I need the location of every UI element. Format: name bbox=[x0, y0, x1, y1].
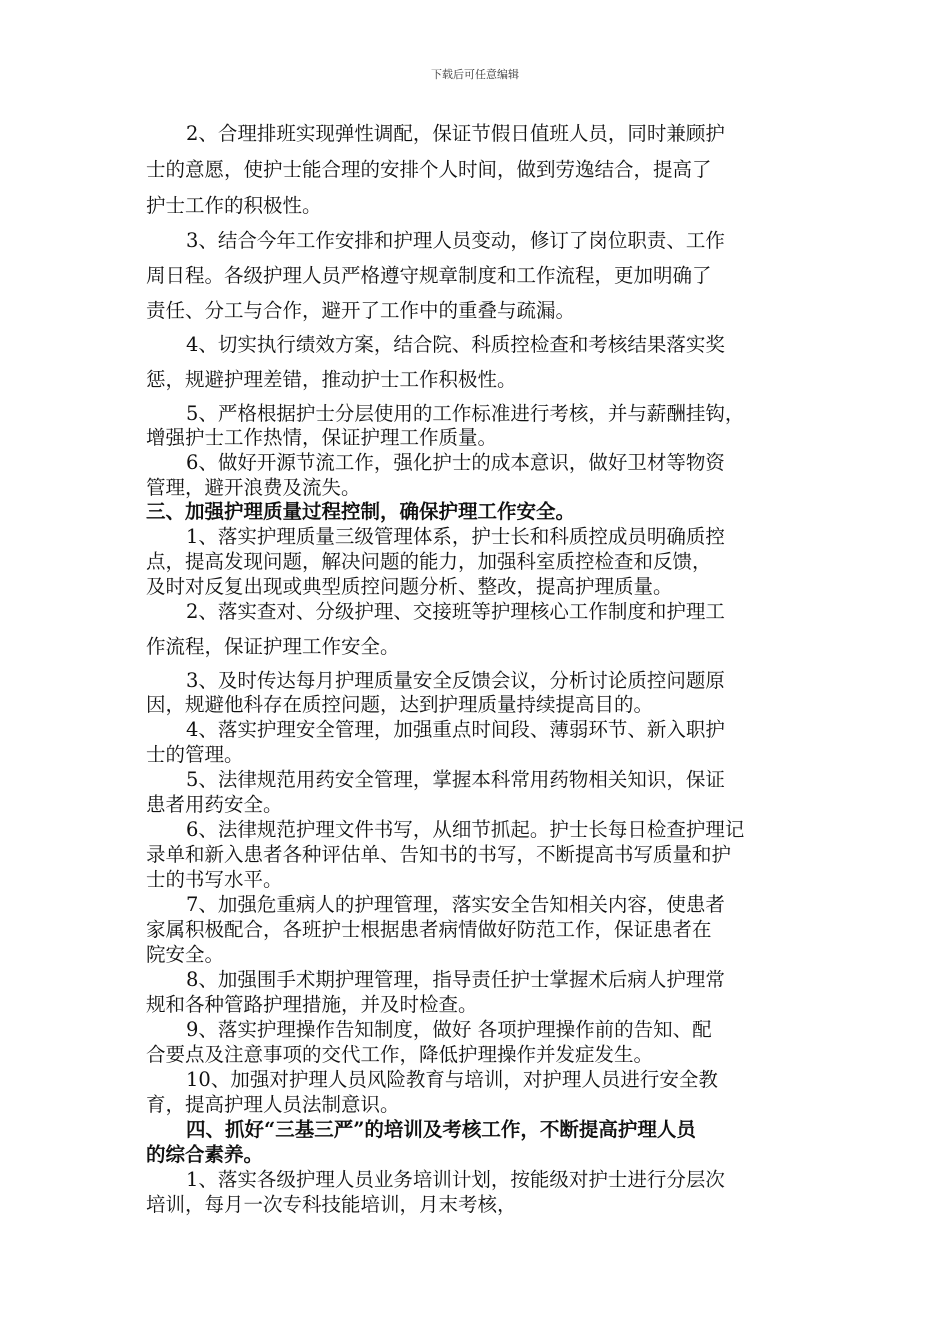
text-line: 作流程，保证护理工作安全。 bbox=[146, 635, 400, 658]
text-line: 6、做好开源节流工作，强化护士的成本意识，做好卫材等物资 bbox=[186, 451, 725, 474]
text-line: 4、切实执行绩效方案，结合院、科质控检查和考核结果落实奖 bbox=[186, 333, 725, 356]
text-line: 规和各种管路护理措施，并及时检查。 bbox=[146, 993, 478, 1016]
section-heading-line: 的综合素养。 bbox=[146, 1143, 264, 1166]
text-line: 惩，规避护理差错，推动护士工作积极性。 bbox=[146, 368, 517, 391]
text-line: 患者用药安全。 bbox=[146, 793, 283, 816]
text-line: 3、及时传达每月护理质量安全反馈会议，分析讨论质控问题原 bbox=[186, 669, 725, 692]
text-line: 4、落实护理安全管理，加强重点时间段、薄弱环节、新入职护 bbox=[186, 718, 725, 741]
text-line: 周日程。各级护理人员严格遵守规章制度和工作流程，更加明确了 bbox=[146, 264, 712, 287]
page-header: 下载后可任意编辑 bbox=[431, 68, 519, 81]
text-line: 点，提高发现问题，解决问题的能力，加强科室质控检查和反馈， bbox=[146, 550, 712, 573]
text-line: 育，提高护理人员法制意识。 bbox=[146, 1093, 400, 1116]
text-line: 家属积极配合，各班护士根据患者病情做好防范工作，保证患者在 bbox=[146, 918, 712, 941]
text-line: 士的书写水平。 bbox=[146, 868, 283, 891]
text-line: 及时对反复出现或典型质控问题分析、整改，提高护理质量。 bbox=[146, 575, 673, 598]
text-line: 7、加强危重病人的护理管理，落实安全告知相关内容，使患者 bbox=[186, 893, 725, 916]
text-line: 1、落实护理质量三级管理体系，护士长和科质控成员明确质控 bbox=[186, 525, 725, 548]
text-line: 6、法律规范护理文件书写，从细节抓起。护士长每日检查护理记 bbox=[186, 818, 745, 841]
text-line: 增强护士工作热情，保证护理工作质量。 bbox=[146, 426, 498, 449]
text-line: 因，规避他科存在质控问题，达到护理质量持续提高目的。 bbox=[146, 693, 654, 716]
text-line: 管理，避开浪费及流失。 bbox=[146, 476, 361, 499]
text-line: 院安全。 bbox=[146, 943, 225, 966]
text-line: 录单和新入患者各种评估单、告知书的书写，不断提高书写质量和护 bbox=[146, 843, 732, 866]
text-line: 培训，每月一次专科技能培训，月末考核， bbox=[146, 1193, 517, 1216]
section-heading-line: 四、抓好“三基三严”的培训及考核工作，不断提高护理人员 bbox=[186, 1118, 696, 1141]
text-line: 8、加强围手术期护理管理，指导责任护士掌握术后病人护理常 bbox=[186, 968, 725, 991]
text-line: 2、落实查对、分级护理、交接班等护理核心工作制度和护理工 bbox=[186, 600, 725, 623]
text-line: 护士工作的积极性。 bbox=[146, 194, 322, 217]
text-line: 3、结合今年工作安排和护理人员变动，修订了岗位职责、工作 bbox=[186, 229, 725, 252]
text-line: 9、落实护理操作告知制度，做好 各项护理操作前的告知、配 bbox=[186, 1018, 712, 1041]
text-line: 2、合理排班实现弹性调配，保证节假日值班人员，同时兼顾护 bbox=[186, 122, 725, 145]
text-line: 士的管理。 bbox=[146, 743, 244, 766]
text-line: 合要点及注意事项的交代工作，降低护理操作并发症发生。 bbox=[146, 1043, 654, 1066]
section-heading-line: 三、加强护理质量过程控制，确保护理工作安全。 bbox=[146, 500, 576, 523]
text-line: 1、落实各级护理人员业务培训计划，按能级对护士进行分层次 bbox=[186, 1168, 725, 1191]
text-line: 士的意愿，使护士能合理的安排个人时间，做到劳逸结合，提高了 bbox=[146, 158, 712, 181]
text-line: 责任、分工与合作，避开了工作中的重叠与疏漏。 bbox=[146, 299, 576, 322]
text-line: 5、严格根据护士分层使用的工作标准进行考核，并与薪酬挂钩， bbox=[186, 402, 745, 425]
text-line: 5、法律规范用药安全管理，掌握本科常用药物相关知识，保证 bbox=[186, 768, 725, 791]
text-line: 10、加强对护理人员风险教育与培训，对护理人员进行安全教 bbox=[186, 1068, 718, 1091]
